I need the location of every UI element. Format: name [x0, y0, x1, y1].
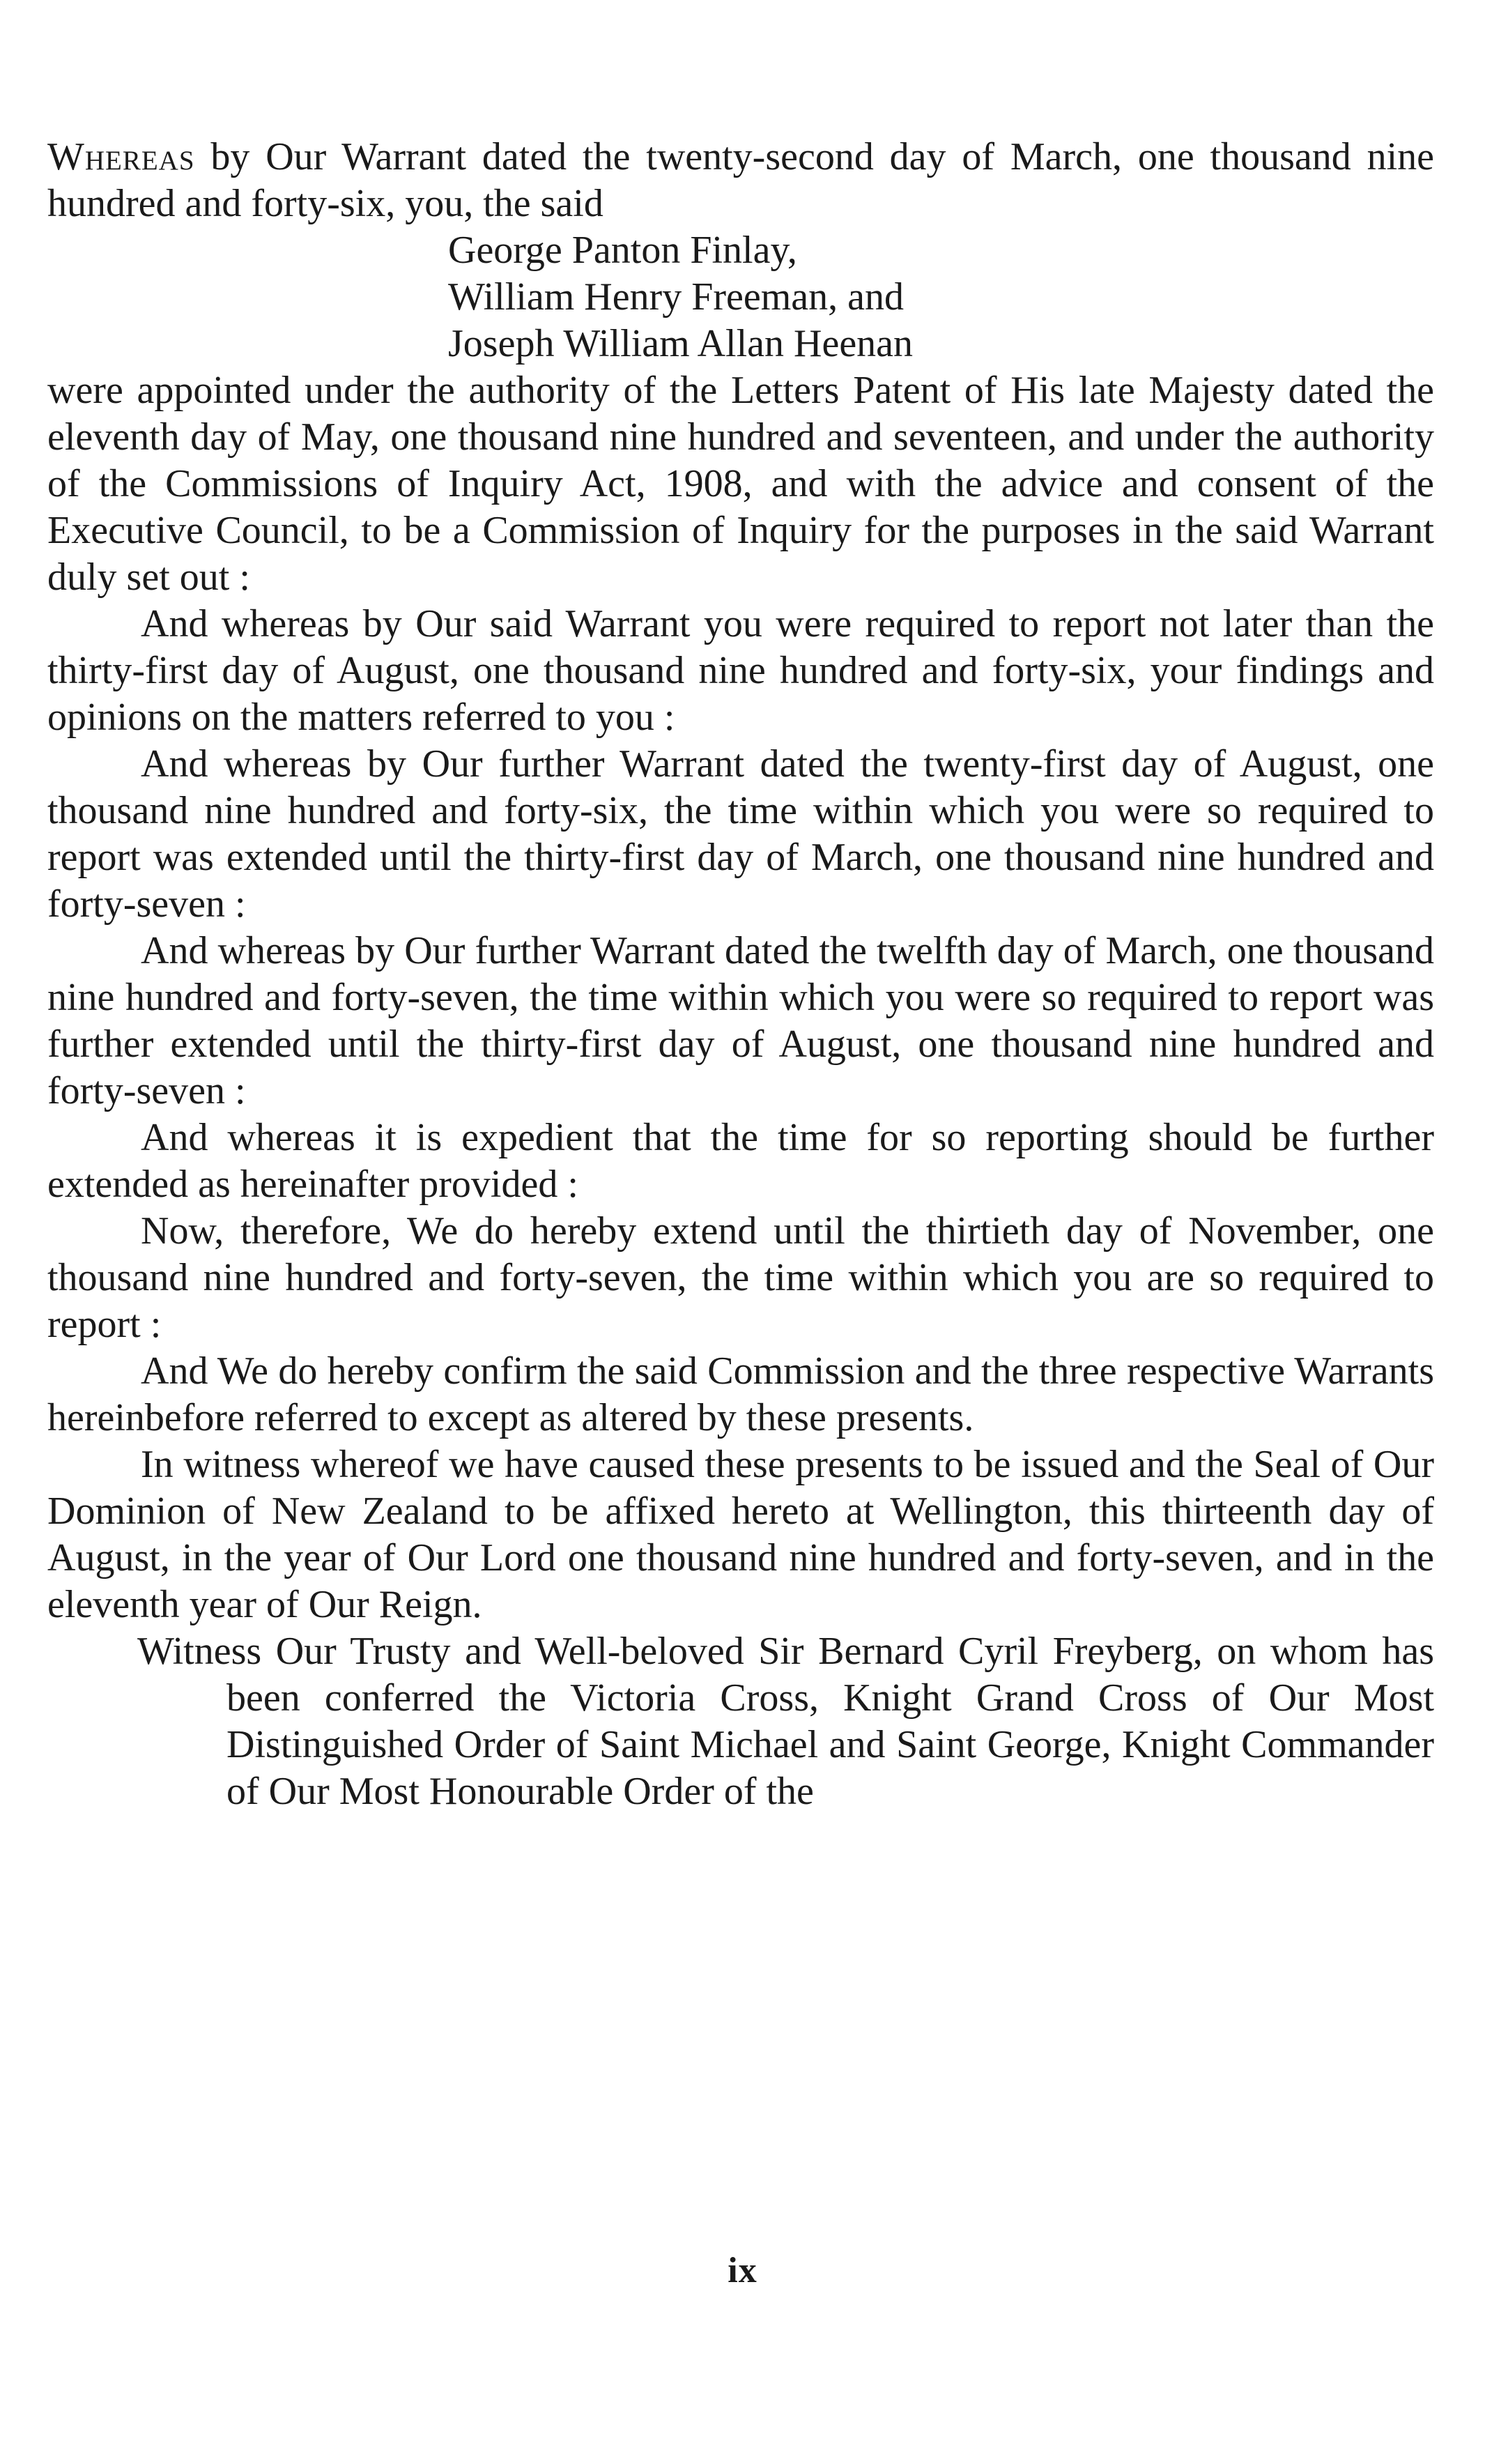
expedient-paragraph: And whereas it is expedient that the time for so reporting should be further extended as hereinafter provided : [47, 1116, 1434, 1206]
second-extension-paragraph: And whereas by Our further Warrant dated the twelfth day of March, one thousand nine hundred and forty-seven, the time within which you were so required to report was further extended until the thirty-first day of August, one thousand nine hundred and forty-seven : [47, 929, 1434, 1112]
page-number: ix [728, 2251, 757, 2290]
report-requirement-paragraph: And whereas by Our said Warrant you were required to report not later than the thirty-first day of August, one thousand nine hundred and forty-six, your findings and opinions on the matters referred to you : [47, 602, 1434, 739]
extension-grant-paragraph: Now, therefore, We do hereby extend until the thirtieth day of November, one thousand nine hundred and forty-seven, the time within which you are so required to report : [47, 1209, 1434, 1346]
commissioner-name: William Henry Freeman, and [448, 275, 904, 319]
witness-paragraph: Witness Our Trusty and Well-beloved Sir Bernard Cyril Freyberg, on whom has been conferred the Victoria Cross, Knight Grand Cross of Our Most Distinguished Order of Saint Michael and Saint George, Knight Commander of Our Most Honourable Order of the [137, 1630, 1434, 1813]
first-extension-paragraph: And whereas by Our further Warrant dated the twenty-first day of August, one thousand nine hundred and forty-six, the time within which you were so required to report was extended until the thirty-first day of March, one thousand nine hundred and forty-seven : [47, 742, 1434, 926]
confirmation-paragraph: And We do hereby confirm the said Commission and the three respective Warrants hereinbefore referred to except as altered by these presents. [47, 1349, 1434, 1439]
commissioner-name: George Panton Finlay, [448, 229, 797, 272]
commissioner-names [47, 227, 1434, 367]
commissioner-name: Joseph William Allan Heenan [448, 322, 914, 365]
document-body [47, 134, 1434, 1815]
opening-text: by Our Warrant dated the twenty-second day of March, one thousand nine hundred and forty-six, you, the said [47, 135, 1434, 225]
opening-lead-word: Whereas [47, 135, 195, 178]
opening-paragraph [47, 134, 1434, 227]
in-witness-paragraph: In witness whereof we have caused these presents to be issued and the Seal of Our Dominion of New Zealand to be affixed hereto at Wellington, this thirteenth day of August, in the year of Our Lord one thousand nine hundred and forty-seven, and in the eleventh year of Our Reign. [47, 1443, 1434, 1626]
appointment-paragraph: were appointed under the authority of the Letters Patent of His late Majesty dated the eleventh day of May, one thousand nine hundred and seventeen, and under the authority of the Commissions of Inquiry Act, 1908, and with the advice and consent of the Executive Council, to be a Commission of Inquiry for the purposes in the said Warrant duly set out : [47, 369, 1434, 599]
